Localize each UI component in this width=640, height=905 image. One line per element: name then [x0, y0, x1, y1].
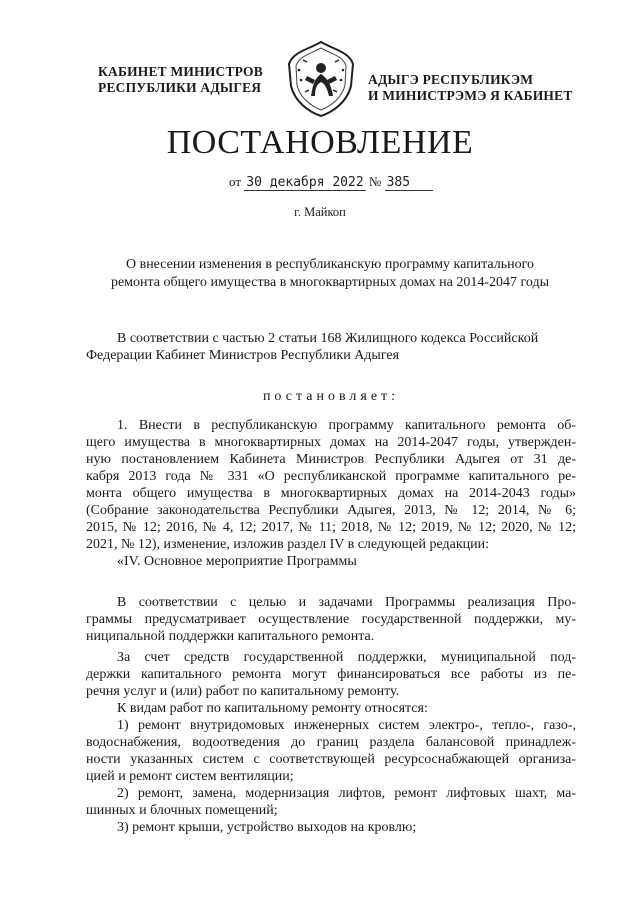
- goals-line: ниципальной поддержки капитального ремонта.: [86, 629, 375, 644]
- works1-line: ности указанных систем с соответствующей ресурсоснабжающей организа-: [86, 752, 576, 767]
- works2-line: шинных и блочных помещений;: [86, 803, 278, 818]
- works1-line: водоснабжения, водоотведения до границ раздела балансовой принадлеж-: [86, 735, 576, 750]
- funding-line: речня услуг и (или) работ по капитальному ремонту.: [86, 684, 400, 699]
- works1-line: цией и ремонт систем вентиляции;: [86, 769, 294, 784]
- subject-line: ремонта общего имущества в многоквартирных домах на 2014-2047 годы: [110, 275, 550, 290]
- header-left-line1: КАБИНЕТ МИНИСТРОВ: [98, 64, 263, 79]
- subject-line: О внесении изменения в республиканскую программу капитального: [125, 257, 535, 272]
- item1-line: кабря 2013 года № 331 «О республиканской программе капитального ре-: [86, 469, 576, 484]
- funding-line: держки капитального ремонта могут финансироваться все работы из пе-: [86, 667, 576, 682]
- works-intro: К видам работ по капитальному ремонту относятся:: [117, 701, 428, 716]
- works3-line: 3) ремонт крыши, устройство выходов на кровлю;: [117, 820, 417, 835]
- section-heading: «IV. Основное мероприятие Программы: [117, 554, 357, 569]
- coat-of-arms-emblem: [285, 40, 357, 118]
- city: г. Майкоп: [294, 205, 346, 219]
- item1-line: 2021, № 12), изменение, изложив раздел IV в следующей редакции:: [86, 537, 490, 552]
- item1-line: (Собрание законодательства Республики Адыгея, 2013, № 12; 2014, № 6;: [86, 503, 576, 518]
- item1-line: монта общего имущества в многоквартирных домах на 2014-2043 годы»: [86, 486, 576, 501]
- document-title: ПОСТАНОВЛЕНИЕ: [166, 124, 474, 161]
- header-left-line2: РЕСПУБЛИКИ АДЫГЕЯ: [98, 80, 262, 95]
- number-sign: №: [368, 174, 382, 189]
- works1-line: 1) ремонт внутридомовых инженерных систем электро-, тепло-, газо-,: [117, 718, 576, 733]
- works2-line: 2) ремонт, замена, модернизация лифтов, ремонт лифтовых шахт, ма-: [117, 786, 576, 801]
- goals-line: граммы предусматривает осуществление государственной поддержки, му-: [86, 612, 576, 627]
- subject: [100, 256, 560, 292]
- item1-line: ную постановлением Кабинета Министров Республики Адыгея от 31 де-: [86, 452, 576, 467]
- header-left: [98, 64, 288, 96]
- preamble-line: В соответствии с частью 2 статьи 168 Жилищного кодекса Российской: [117, 331, 539, 346]
- header-right-line2: И МИНИСТРЭМЭ Я КАБИНЕТ: [368, 88, 573, 103]
- decree-word: постановляет:: [262, 389, 400, 404]
- header-right: [368, 72, 598, 104]
- date-line: [229, 174, 489, 191]
- header-right-line1: АДЫГЭ РЕСПУБЛИКЭМ: [368, 72, 534, 87]
- number-value: 385: [385, 175, 433, 191]
- item1-line: 2015, № 12; 2016, № 4, 12; 2017, № 11; 2018, № 12; 2019, № 12; 2020, № 12;: [86, 520, 576, 535]
- item1-line: щего имущества в многоквартирных домах на 2014-2047 годы, утвержден-: [86, 435, 576, 450]
- date-value: 30 декабря 2022: [246, 175, 364, 190]
- document-body: [86, 330, 576, 836]
- date-prefix: от: [229, 174, 242, 189]
- goals-line: В соответствии с целью и задачами Программы реализация Про-: [117, 595, 576, 610]
- funding-line: За счет средств государственной поддержки, муниципальной под-: [117, 650, 576, 665]
- preamble-line: Федерации Кабинет Министров Республики Адыгея: [86, 348, 400, 363]
- item1-line: 1. Внести в республиканскую программу капитального ремонта об-: [117, 418, 576, 433]
